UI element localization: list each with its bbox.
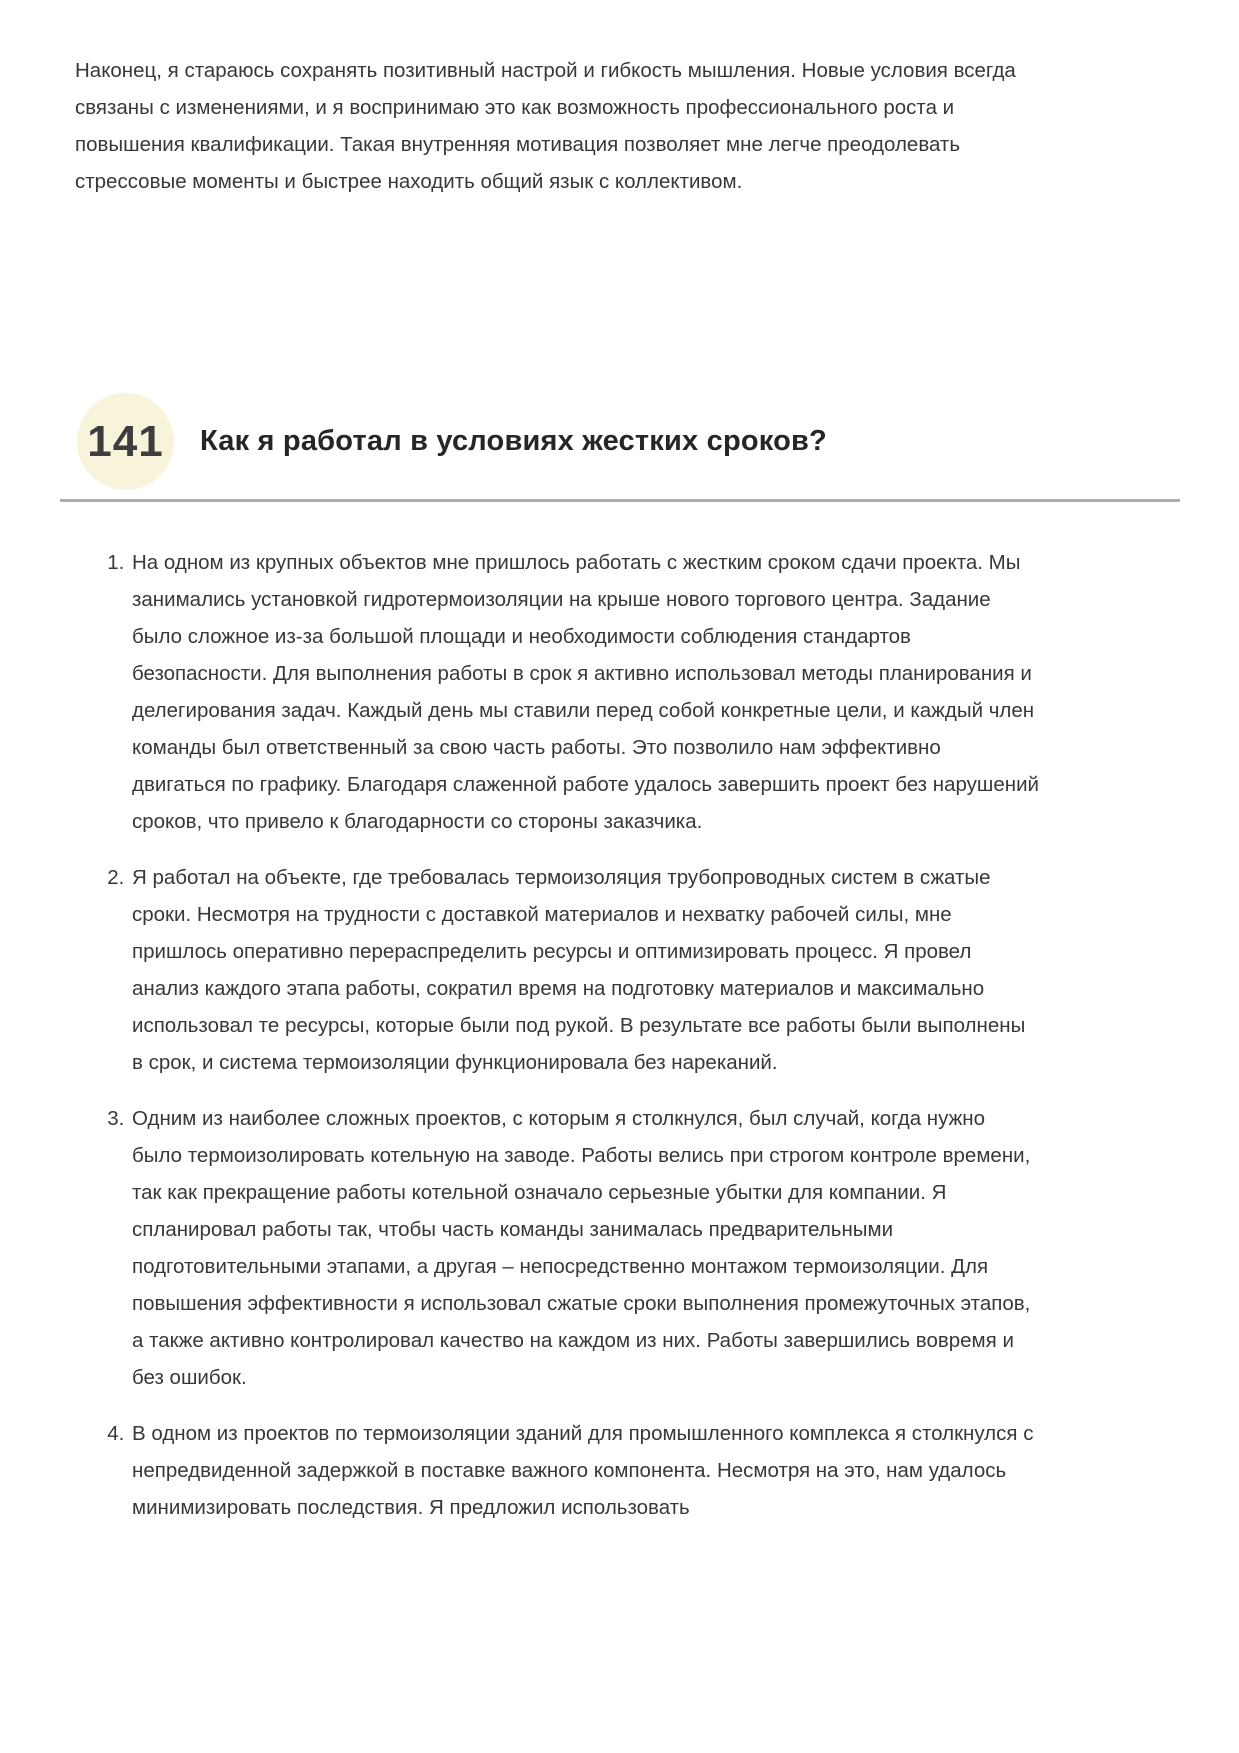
question-number-badge <box>77 393 174 490</box>
answer-item-4: 4. В одном из проектов по термоизоляции зданий для промышленного комплекса я столкнулся с непредвиденной задержкой в поставке важного компонента. Несмотря на это, нам удалось минимизировать последствия. Я предложил использовать <box>130 1415 1040 1526</box>
intro-paragraph: Наконец, я стараюсь сохранять позитивный настрой и гибкость мышления. Новые условия всегда связаны с изменениями, и я воспринимаю это как возможность профессионального роста и повышения квалификации. Такая внутренняя мотивация позволяет мне легче преодолевать стрессовые моменты и быстрее находить общий язык с коллективом. <box>75 59 1016 193</box>
question-number: 141 <box>87 416 164 466</box>
page-content <box>75 0 1040 1545</box>
question-header <box>75 393 1040 490</box>
answer-item-2: 2. Я работал на объекте, где требовалась термоизоляция трубопроводных систем в сжатые сроки. Несмотря на трудности с доставкой материалов и нехватку рабочей силы, мне пришлось оперативно перераспределить ресурсы и оптимизировать процесс. Я провел анализ каждого этапа работы, сократил время на подготовку материалов и максимально использовал те ресурсы, которые были под рукой. В результате все работы были выполнены в срок, и система термоизоляции функционировала без нареканий. <box>130 859 1040 1081</box>
question-title: Как я работал в условиях жестких сроков? <box>200 425 827 457</box>
answer-item-3: 3. Одним из наиболее сложных проектов, с которым я столкнулся, был случай, когда нужно было термоизолировать котельную на заводе. Работы велись при строгом контроле времени, так как прекращение работы котельной означало серьезные убытки для компании. Я спланировал работы так, чтобы часть команды занималась предварительными подготовительными этапами, а другая – непосредственно монтажом термоизоляции. Для повышения эффективности я использовал сжатые сроки выполнения промежуточных этапов, а также активно контролировал качество на каждом из них. Работы завершились вовремя и без ошибок. <box>130 1100 1040 1396</box>
section-divider <box>60 499 1180 502</box>
answer-item-1: 1. На одном из крупных объектов мне пришлось работать с жестким сроком сдачи проекта. Мы занимались установкой гидротермоизоляции на крыше нового торгового центра. Задание было сложное из-за большой площади и необходимости соблюдения стандартов безопасности. Для выполнения работы в срок я активно использовал методы планирования и делегирования задач. Каждый день мы ставили перед собой конкретные цели, и каждый член команды был ответственный за свою часть работы. Это позволило нам эффективно двигаться по графику. Благодаря слаженной работе удалось завершить проект без нарушений сроков, что привело к благодарности со стороны заказчика. <box>130 544 1040 840</box>
answers-list <box>75 544 1040 1526</box>
